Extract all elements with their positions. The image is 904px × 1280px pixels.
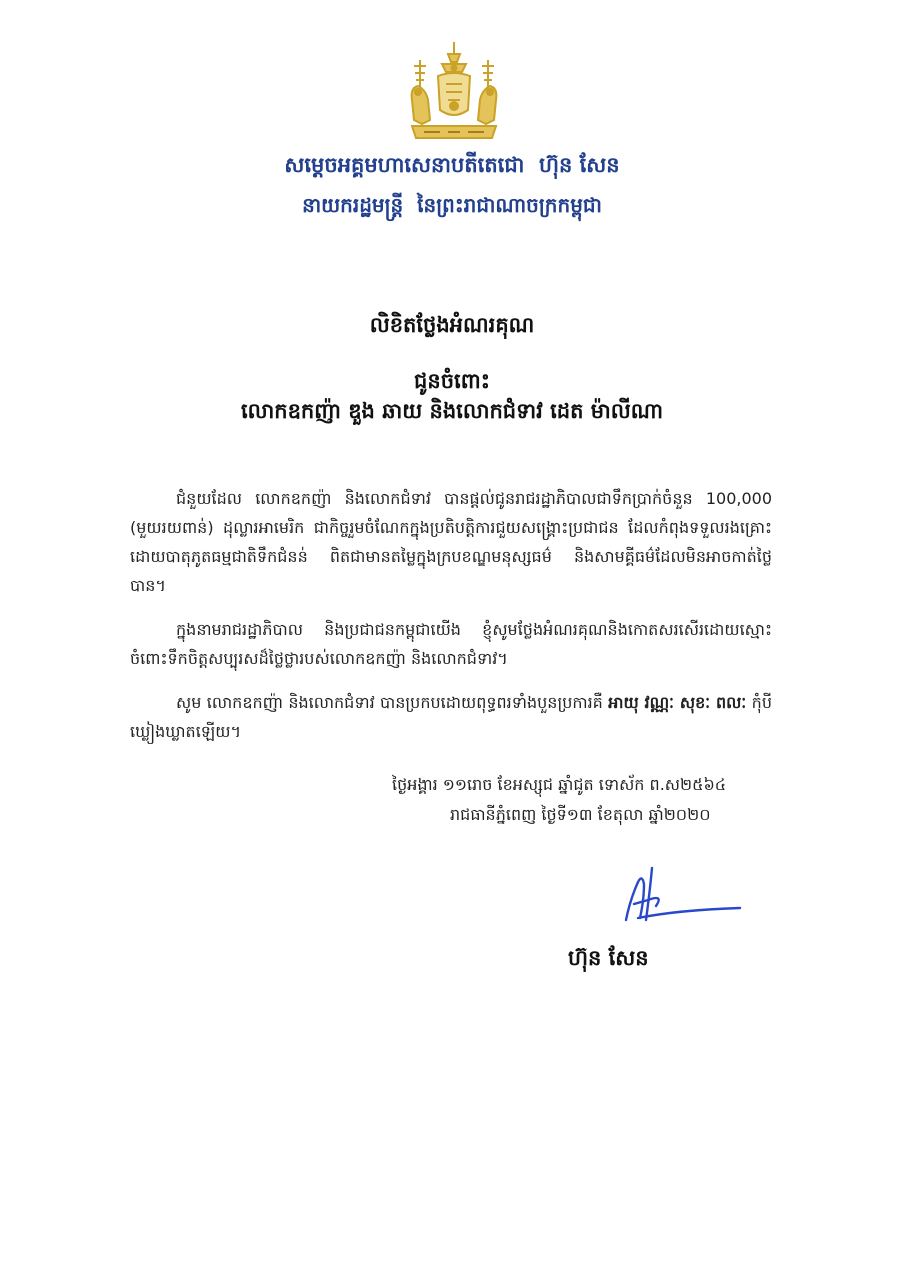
date-block xyxy=(392,770,812,830)
body-paragraph-2: ក្នុងនាមរាជរដ្ឋាភិបាល និងប្រជាជនកម្ពុជាយើង ខ្ញុំសូមថ្លែងអំណរគុណនិងកោតសរសើរដោយស្មោះចំពោះទឹកចិត្តសប្បុរសដ៏ថ្លៃថ្លារបស់លោកឧកញ៉ា និងលោកជំទាវ។ xyxy=(130,620,772,668)
royal-coat-of-arms-emblem xyxy=(402,40,506,140)
sender-country: នៃព្រះរាជាណាចក្រកម្ពុជា xyxy=(417,193,602,217)
letterhead-line-1 xyxy=(0,152,904,183)
lunar-date: ថ្ងៃអង្គារ ១១រោច ខែអស្សុជ ឆ្នាំជូត ទោស័ក ព.ស២៥៦៤ xyxy=(392,775,727,794)
letterhead-line-2 xyxy=(0,192,904,222)
place-and-solar-date: រាជធានីភ្នំពេញ ថ្ងៃទី១៣ ខែតុលា ឆ្នាំ២០២០ xyxy=(450,805,711,824)
sender-position: នាយករដ្ឋមន្ត្រី xyxy=(302,193,404,217)
addressed-to-label: ជូនចំពោះ xyxy=(414,369,490,393)
blessing-text-pre: សូម លោកឧកញ៉ា និងលោកជំទាវ បានប្រកបដោយពុទ្ធពរទាំងបួនប្រការគឺ xyxy=(176,693,603,712)
letter-body xyxy=(130,484,772,761)
sender-title: សម្តេចអគ្គមហាសេនាបតីតេជោ xyxy=(284,153,525,177)
blessing-four-virtues: អាយុ វណ្ណៈ សុខៈ ពលៈ xyxy=(608,693,747,712)
recipients-line: លោកឧកញ៉ា ឌួង ឆាយ និងលោកជំទាវ ដេត ម៉ាលីណា xyxy=(240,399,664,423)
body-paragraph-3 xyxy=(130,688,772,746)
letter-heading: លិខិតថ្លែងអំណរគុណ xyxy=(369,313,535,337)
sender-name: ហ៊ុន សែន xyxy=(538,153,620,177)
signer-name: ហ៊ុន សែន xyxy=(568,946,649,970)
blessing-text-post: កុំបីឃ្លៀងឃ្លាតឡើយ។ xyxy=(130,693,772,741)
handwritten-signature xyxy=(608,860,758,940)
body-paragraph-1: ជំនួយដែល លោកឧកញ៉ា និងលោកជំទាវ បានផ្តល់ជូនរាជរដ្ឋាភិបាលជាទឹកប្រាក់ចំនួន 100,000 (មួយរយពាន់) ដុល្លារអាមេរិក ជាកិច្ចរួមចំណែកក្នុងប្រតិបត្តិការជួយសង្គ្រោះប្រជាជន ដែលកំពុងទទួលរងគ្រោះដោយបាតុភូតធម្មជាតិទឹកជំនន់ ពិតជាមានតម្លៃក្នុងក្របខណ្ឌមនុស្សធម៌ និងសាមគ្គីធម៌ដែលមិនអាចកាត់ថ្លៃបាន។ xyxy=(130,489,772,595)
